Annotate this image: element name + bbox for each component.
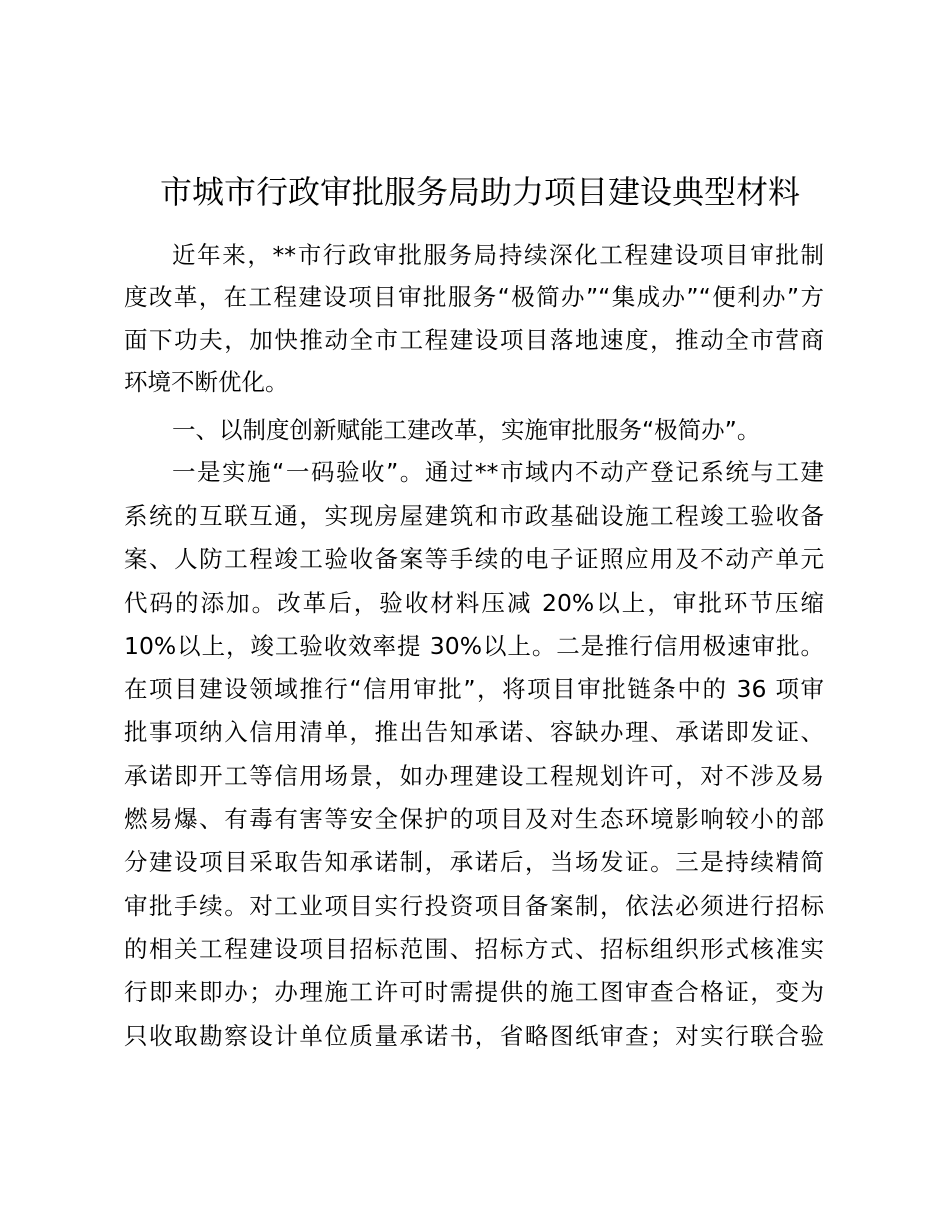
paragraph-line: 度改革，在工程建设项目审批服务“极简办”“集成办”“便利办”方 bbox=[124, 283, 824, 311]
paragraph-line: 承诺即开工等信用场景，如办理建设工程规划许可，对不涉及易 bbox=[124, 762, 824, 790]
paragraph-line: 行即来即办；办理施工许可时需提供的施工图审查合格证，变为 bbox=[124, 978, 824, 1006]
paragraph-line: 批事项纳入信用清单，推出告知承诺、容缺办理、承诺即发证、 bbox=[124, 718, 824, 746]
document-title: 市城市行政审批服务局助力项目建设典型材料 bbox=[159, 173, 800, 211]
section-heading: 一、以制度创新赋能工建改革，实施审批服务“极简办”。 bbox=[172, 416, 761, 444]
paragraph-line: 的相关工程建设项目招标范围、招标方式、招标组织形式核准实 bbox=[124, 935, 824, 963]
paragraph-line: 10%以上，竣工验收效率提 30%以上。二是推行信用极速审批。 bbox=[124, 632, 824, 660]
paragraph-line: 只收取勘察设计单位质量承诺书，省略图纸审查；对实行联合验 bbox=[124, 1022, 824, 1050]
paragraph-line: 系统的互联互通，实现房屋建筑和市政基础设施工程竣工验收备 bbox=[124, 502, 824, 530]
paragraph-line: 代码的添加。改革后，验收材料压减 20%以上，审批环节压缩 bbox=[124, 589, 824, 617]
paragraph-line: 分建设项目采取告知承诺制，承诺后，当场发证。三是持续精简 bbox=[124, 848, 824, 876]
paragraph-line: 燃易爆、有毒有害等安全保护的项目及对生态环境影响较小的部 bbox=[124, 805, 824, 833]
paragraph-line: 环境不断优化。 bbox=[124, 368, 289, 396]
paragraph-line: 案、人防工程竣工验收备案等手续的电子证照应用及不动产单元 bbox=[124, 545, 824, 573]
paragraph-line: 审批手续。对工业项目实行投资项目备案制，依法必须进行招标 bbox=[124, 892, 824, 920]
paragraph-line: 一是实施“一码验收”。通过**市域内不动产登记系统与工建 bbox=[172, 458, 824, 486]
paragraph-line: 面下功夫，加快推动全市工程建设项目落地速度，推动全市营商 bbox=[124, 326, 824, 354]
paragraph-line: 在项目建设领域推行“信用审批”，将项目审批链条中的 36 项审 bbox=[124, 675, 824, 703]
paragraph-line: 近年来，**市行政审批服务局持续深化工程建设项目审批制 bbox=[172, 241, 824, 269]
